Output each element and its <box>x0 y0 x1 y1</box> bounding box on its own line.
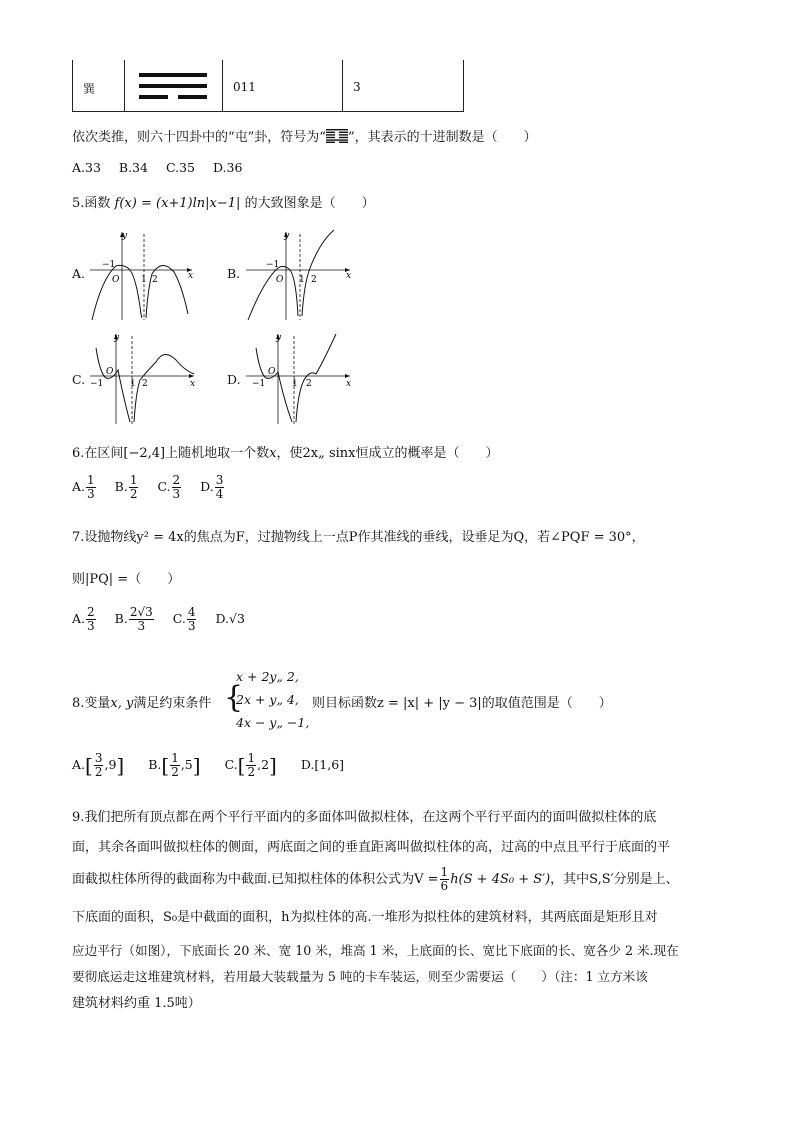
q8-constraints <box>236 665 309 734</box>
q8-constraint-1: x + 2y„ 2, <box>236 669 299 684</box>
graph-d-origin: O <box>268 367 276 377</box>
q4-option-a[interactable]: A.33 <box>72 160 101 175</box>
graph-a-origin: O <box>112 275 120 285</box>
graph-c-1: 1 <box>130 379 136 389</box>
q8-option-c[interactable]: C.[ $\frac{1}{2}$ ,2] <box>224 751 277 779</box>
q8-brace: { <box>224 680 244 715</box>
q9-line2: 面，其余各面叫做拟柱体的侧面，两底面之间的垂直距离叫做拟柱体的高，过高的中点且平行于底面的平 <box>72 840 671 855</box>
q8-options <box>72 752 344 779</box>
table-cell-decimal <box>343 60 464 112</box>
graph-a-1: 1 <box>141 275 147 285</box>
q8-constraint-2: 2x + y„ 4, <box>236 692 299 707</box>
trigram-symbol <box>125 60 223 112</box>
q8-option-a[interactable]: A.[ $\frac{3}{2}$ ,9] <box>72 751 125 779</box>
q7-option-b[interactable]: B. $\frac{2√3}{3}$ <box>114 605 153 633</box>
table-cell-symbol <box>125 60 223 112</box>
graph-b-origin: O <box>276 275 284 285</box>
q4-option-b[interactable]: B.34 <box>118 160 148 175</box>
q7-option-d[interactable]: D.√3 <box>215 611 245 626</box>
q5-option-c[interactable]: C. <box>72 372 86 387</box>
q4-option-c[interactable]: C.35 <box>165 160 195 175</box>
q8-suffix: 则目标函数z = |x| + |y − 3|的取值范围是（ ） <box>312 696 612 711</box>
q7-line1: 7.设抛物线y² = 4x的焦点为F，过抛物线上一点P作其准线的垂线，设垂足为Q，若∠PQF = 30°， <box>72 530 645 545</box>
graph-d-1: 1 <box>292 379 298 389</box>
q8-option-b[interactable]: B.[ $\frac{1}{2}$ ,5] <box>148 751 201 779</box>
graph-c-y-label: y <box>114 333 120 343</box>
q5-graph-a[interactable] <box>86 228 196 322</box>
graph-c-2: 2 <box>142 379 148 389</box>
q6-var: x <box>269 446 277 461</box>
q6-option-b[interactable]: B. $\frac{1}{2}$ <box>114 473 138 501</box>
q8-prefix: 8.变量 <box>72 696 111 711</box>
q9-line6: 要彻底运走这堆建筑材料，若用最大装载量为 5 吨的卡车装运，则至少需要运（ ）（注：1 立方米该 <box>72 969 648 984</box>
q8-mid: 满足约束条件 <box>133 696 212 711</box>
graph-d-x-label: x <box>346 379 352 389</box>
graph-b-m1: −1 <box>266 260 280 270</box>
q6-option-c[interactable]: C. $\frac{2}{3}$ <box>157 473 181 501</box>
trigram-table <box>72 60 464 112</box>
graph-c-origin: O <box>106 367 114 377</box>
q9-line3-a: 面截拟柱体所得的截面称为中截面.已知拟柱体的体积公式为V = <box>72 872 439 887</box>
graph-a-y-label: y <box>122 231 128 241</box>
q4-options <box>72 160 242 175</box>
q9-frac-num: 1 <box>440 865 449 879</box>
graph-b-y-label: y <box>284 231 290 241</box>
q4-option-d[interactable]: D.36 <box>212 160 243 175</box>
q9-line3-b: ，其中S,S′分别是上、 <box>550 872 679 887</box>
q5-suffix: 的大致图象是（ ） <box>244 196 375 211</box>
q9-line7: 建筑材料约重 1.5吨） <box>72 996 201 1011</box>
graph-b-x-label: x <box>346 271 352 281</box>
q6-stem <box>72 442 499 461</box>
q7-line2: 则|PQ| =（ ） <box>72 572 181 587</box>
q6-cond: ，使2x„ sinx恒成立的概率是（ ） <box>276 446 499 461</box>
q7-options <box>72 606 245 633</box>
trigram-decimal: 3 <box>353 80 361 94</box>
q6-option-d[interactable]: D. $\frac{3}{4}$ <box>200 473 224 501</box>
q5-graph-b[interactable] <box>242 228 354 322</box>
q8-constraint-3: 4x − y„ −1, <box>236 715 310 730</box>
trigram-name: 巽 <box>83 82 96 96</box>
graph-b-2: 2 <box>311 275 317 285</box>
graph-a-2: 2 <box>152 275 158 285</box>
q5-option-b[interactable]: B. <box>227 266 241 281</box>
table-cell-name <box>73 60 125 112</box>
q8-vars: x, y <box>110 696 134 711</box>
q9-line4: 下底面的面积，S₀是中截面的面积，h为拟柱体的高.一堆形为拟柱体的建筑材料，其两底面是矩形且对 <box>72 910 658 925</box>
q9-line5: 应边平行（如图），下底面长 20 米、宽 10 米，堆高 1 米，上底面的长、宽比下底面的长、宽各少 2 米.现在 <box>72 943 679 958</box>
trigram-binary: 011 <box>233 80 256 94</box>
q9-line3 <box>72 866 679 893</box>
q5-option-a[interactable]: A. <box>72 266 86 281</box>
graph-d-2: 2 <box>306 379 312 389</box>
q8-prefix-block <box>72 692 211 711</box>
q6-middle: 上随机地取一个数 <box>165 446 270 461</box>
q6-option-a[interactable]: A. $\frac{1}{3}$ <box>72 473 95 501</box>
graph-a-m1: −1 <box>102 260 116 270</box>
q8-option-d[interactable]: D.[1,6] <box>300 757 345 772</box>
hexagram-symbol <box>326 129 348 143</box>
q9-frac-den: 6 <box>440 879 449 893</box>
q7-option-a[interactable]: A. $\frac{2}{3}$ <box>72 605 95 633</box>
q5-option-d[interactable]: D. <box>227 372 241 387</box>
q9-formula: h(S + 4S₀ + S′) <box>450 872 551 887</box>
graph-d-m1: −1 <box>252 379 266 389</box>
q5-graph-c[interactable] <box>86 330 198 426</box>
graph-b-1: 1 <box>299 275 305 285</box>
q4-text-before: 依次类推，则六十四卦中的“屯”卦，符号为“ <box>72 130 326 145</box>
q6-prefix: 6.在区间 <box>72 446 124 461</box>
graph-c-m1: −1 <box>90 379 104 389</box>
q4-stem <box>72 126 537 145</box>
q5-formula: f(x) = (x+1)ln|x−1| <box>114 196 241 211</box>
q6-options <box>72 474 225 501</box>
q5-graph-d[interactable] <box>242 330 354 426</box>
q7-option-c[interactable]: C. $\frac{4}{3}$ <box>172 605 196 633</box>
q5-prefix: 5.函数 <box>72 196 111 211</box>
graph-d-y-label: y <box>276 333 282 343</box>
q9-line1: 9.我们把所有顶点都在两个平行平面内的多面体叫做拟柱体，在这两个平行平面内的面叫做拟柱体的底 <box>72 810 657 825</box>
graph-c-x-label: x <box>190 379 196 389</box>
graph-a-x-label: x <box>188 271 194 281</box>
q6-interval: [−2,4] <box>123 446 166 461</box>
q4-text-after: ”，其表示的十进制数是（ ） <box>347 130 537 145</box>
table-cell-binary <box>223 60 343 112</box>
q5-stem <box>72 192 375 211</box>
